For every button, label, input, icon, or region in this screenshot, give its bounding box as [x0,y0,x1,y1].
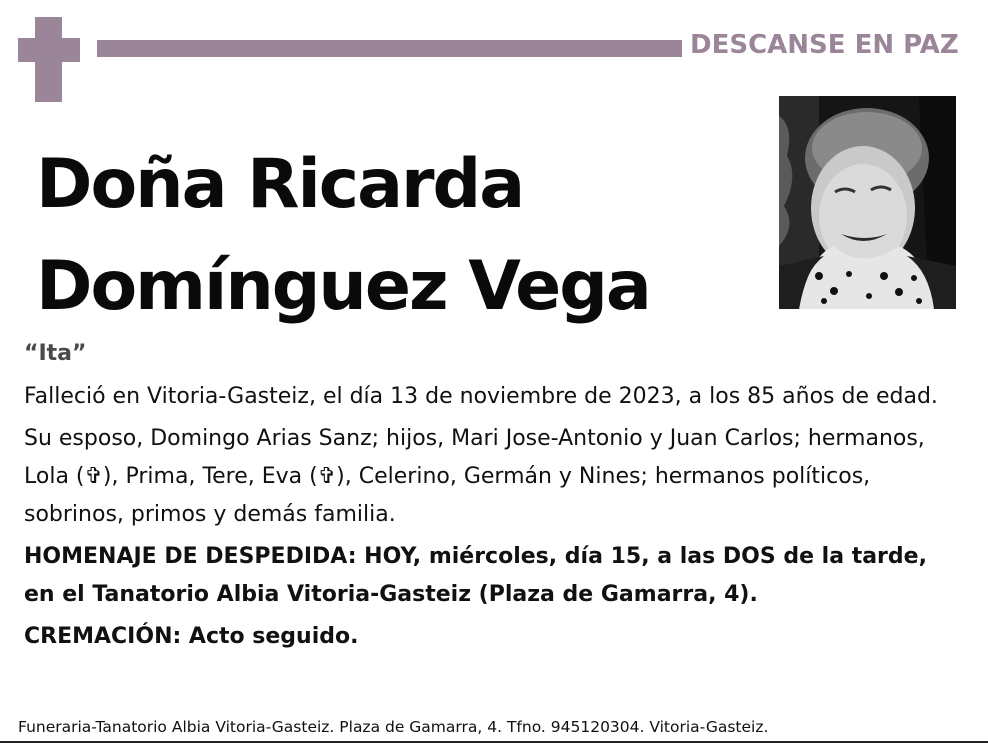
header-bar [97,40,682,57]
obituary-body [24,336,954,660]
cremation-notice: CREMACIÓN: Acto seguido. [24,624,359,649]
bottom-divider [0,741,988,743]
name-line-2: Domínguez Vega [36,247,650,326]
portrait-photo [779,96,956,309]
cross-horizontal [18,38,80,62]
death-notice: Falleció en Vitoria-Gasteiz, el día 13 de noviembre de 2023, a los 85 años de edad. [24,384,938,409]
header-label: DESCANSE EN PAZ [690,30,959,60]
tribute-notice: HOMENAJE DE DESPEDIDA: HOY, miércoles, día 15, a las DOS de la tarde, en el Tanatorio Albia Vitoria-Gasteiz (Plaza de Gamarra, 4). [24,544,927,607]
deceased-name [36,134,756,338]
family-list: Su esposo, Domingo Arias Sanz; hijos, Mari Jose-Antonio y Juan Carlos; hermanos, Lola (✞), Prima, Tere, Eva (✞), Celerino, Germán y Nines; hermanos políticos, sobrinos, primos y demás familia. [24,426,925,527]
portrait-icon [779,96,956,309]
funeral-home-footer: Funeraria-Tanatorio Albia Vitoria-Gasteiz. Plaza de Gamarra, 4. Tfno. 945120304. Vitoria-Gasteiz. [18,718,769,736]
name-line-1: Doña Ricarda [36,145,524,224]
nickname: “Ita” [24,341,87,366]
